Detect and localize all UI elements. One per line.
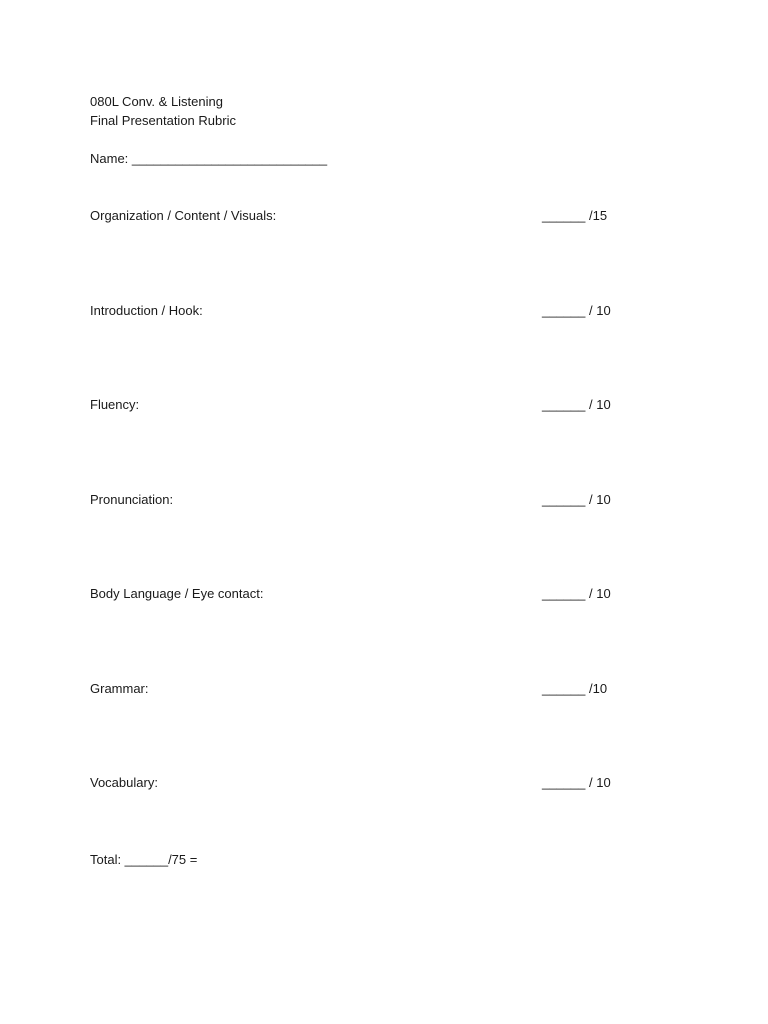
criterion-score-grammar: ______ /10 — [542, 681, 608, 696]
criterion-label-pronunciation: Pronunciation: — [90, 492, 174, 507]
criterion-label-organization: Organization / Content / Visuals: — [90, 208, 277, 223]
criterion-label-vocabulary: Vocabulary: — [90, 775, 158, 790]
total-score: Total: ______/75 = — [90, 852, 198, 867]
criterion-score-fluency: ______ / 10 — [542, 397, 611, 412]
criterion-label-introduction: Introduction / Hook: — [90, 303, 203, 318]
criterion-label-grammar: Grammar: — [90, 681, 149, 696]
name-label: Name: — [90, 151, 132, 166]
rubric-title: Final Presentation Rubric — [90, 113, 236, 128]
criterion-label-body-language: Body Language / Eye contact: — [90, 586, 264, 601]
criterion-score-body-language: ______ / 10 — [542, 586, 611, 601]
name-field — [90, 150, 327, 168]
criterion-score-organization: ______ /15 — [542, 208, 608, 223]
criterion-label-fluency: Fluency: — [90, 397, 140, 412]
criterion-score-pronunciation: ______ / 10 — [542, 492, 611, 507]
course-title: 080L Conv. & Listening — [90, 94, 223, 109]
criterion-score-vocabulary: ______ / 10 — [542, 775, 611, 790]
criterion-score-introduction: ______ / 10 — [542, 303, 611, 318]
name-blank: ___________________________ — [131, 151, 328, 166]
